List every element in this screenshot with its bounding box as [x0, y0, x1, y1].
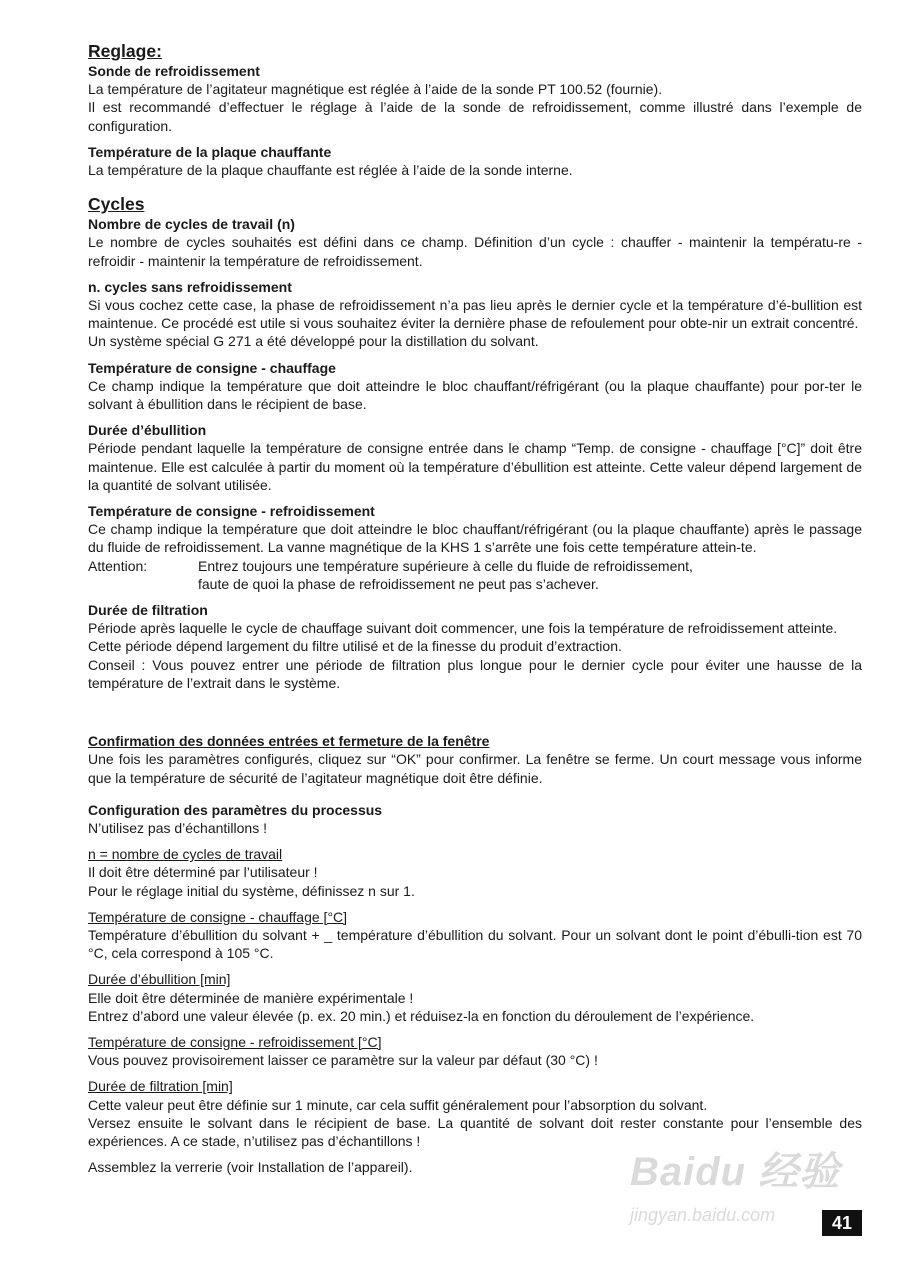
subsection-title-nombre: Nombre de cycles de travail (n) — [88, 216, 295, 233]
subsection-title-sans-refroidissement: n. cycles sans refroidissement — [88, 278, 292, 295]
subsection-title-filtration: Durée de filtration — [88, 602, 208, 619]
param-title-filtration: Durée de filtration [min] — [88, 1078, 233, 1095]
page-number: 41 — [822, 1210, 862, 1236]
attention-note — [88, 557, 862, 593]
attention-text — [198, 557, 862, 593]
paragraph: Cette période dépend largement du filtre utilisé et de la finesse du produit d’extraction. — [88, 638, 622, 655]
paragraph: N’utilisez pas d’échantillons ! — [88, 819, 267, 836]
paragraph: Ce champ indique la température que doit atteindre le bloc chauffant/réfrigérant (ou la plaque chauffante) pour por-ter le solvant à ébullition dans le récipient de base. — [88, 377, 862, 413]
paragraph: Entrez d’abord une valeur élevée (p. ex. 20 min.) et réduisez-la en fonction du déroulement de l’expérience. — [88, 1007, 755, 1024]
paragraph: Elle doit être déterminée de manière expérimentale ! — [88, 989, 414, 1006]
param-title-refroidissement: Température de consigne - refroidissement [°C] — [88, 1033, 382, 1050]
paragraph: Température d’ébullition du solvant + _ température d’ébullition du solvant. Pour un solvant dont le point d’ébulli-tion est 70 °C, cela correspond à 105 °C. — [88, 926, 862, 962]
paragraph: Si vous cochez cette case, la phase de refroidissement n’a pas lieu après le dernier cycle et la température d’é-bullition est maintenue. Ce procédé est utile si vous souhaitez éviter la dernière phase de refoulement pour obte-nir un extrait concentré. — [88, 297, 862, 332]
paragraph: Il doit être déterminé par l’utilisateur ! — [88, 864, 318, 881]
attention-line: Entrez toujours une température supérieure à celle du fluide de refroidissement, — [198, 557, 693, 574]
paragraph: Versez ensuite le solvant dans le récipient de base. La quantité de solvant doit rester constante pour l’ensemble des expériences. A ce stade, n’utilisez pas d’échantillons ! — [88, 1114, 862, 1149]
section-title-reglage: Reglage: — [88, 41, 162, 61]
subsection-title-plaque: Température de la plaque chauffante — [88, 143, 332, 160]
attention-line: faute de quoi la phase de refroidissement ne peut pas s’achever. — [198, 575, 599, 592]
param-title-chauffage: Température de consigne - chauffage [°C] — [88, 908, 348, 925]
attention-label: Attention: — [88, 557, 148, 574]
section-title-confirmation: Confirmation des données entrées et fermeture de la fenêtre — [88, 733, 490, 750]
section-title-configuration: Configuration des paramètres du processus — [88, 801, 383, 818]
watermark-url: jingyan.baidu.com — [630, 1205, 776, 1225]
paragraph: La température de la plaque chauffante est réglée à l’aide de la sonde interne. — [88, 162, 573, 179]
subsection-title-sonde: Sonde de refroidissement — [88, 63, 260, 79]
paragraph: Assemblez la verrerie (voir Installation de l’appareil). — [88, 1159, 413, 1176]
paragraph: Il est recommandé d’effectuer le réglage à l’aide de la sonde de refroidissement, comme illustré dans l’exemple de configuration. — [88, 99, 862, 134]
paragraph: Période pendant laquelle la température de consigne entrée dans le champ “Temp. de consigne - chauffage [°C]” doit être maintenue. Elle est calculée à partir du moment où la température d’ébullition est atteinte. Cette valeur dépend largement de la quantité de solvant utilisée. — [88, 440, 862, 493]
paragraph: Vous pouvez provisoirement laisser ce paramètre sur la valeur par défaut (30 °C) ! — [88, 1052, 598, 1069]
paragraph: Un système spécial G 271 a été développé pour la distillation du solvant. — [88, 333, 539, 350]
param-title-n: n = nombre de cycles de travail — [88, 846, 283, 863]
param-title-ebullition: Durée d’ébullition [min] — [88, 971, 231, 988]
section-title-cycles: Cycles — [88, 194, 145, 215]
document-page — [88, 40, 862, 1176]
paragraph: Période après laquelle le cycle de chauffage suivant doit commencer, une fois la température de refroidissement atteinte. — [88, 620, 838, 637]
subsection-title-refroidissement: Température de consigne - refroidissement — [88, 503, 375, 520]
watermark-brand: Baidu 经验 — [630, 1150, 841, 1194]
paragraph: La température de l’agitateur magnétique est réglée à l’aide de la sonde PT 100.52 (fournie). — [88, 81, 663, 98]
paragraph: Ce champ indique la température que doit atteindre le bloc chauffant/réfrigérant (ou la plaque chauffante) après le passage du fluide de refroidissement. La vanne magnétique de la KHS 1 s’arrête une fois cette température attein-te. — [88, 521, 862, 556]
paragraph: Cette valeur peut être définie sur 1 minute, car cela suffit généralement pour l’absorption du solvant. — [88, 1096, 708, 1113]
paragraph: Le nombre de cycles souhaités est défini dans ce champ. Définition d’un cycle : chauffer - maintenir la températu-re - refroidir - maintenir la température de refroidissement. — [88, 234, 862, 269]
paragraph: Une fois les paramètres configurés, cliquez sur “OK” pour confirmer. La fenêtre se ferme. Un court message vous informe que la température de sécurité de l’agitateur magnétique doit être définie. — [88, 751, 862, 786]
paragraph: Conseil : Vous pouvez entrer une période de filtration plus longue pour le dernier cycle pour éviter une hausse de la température de l’extrait dans le système. — [88, 656, 862, 691]
subsection-title-chauffage: Température de consigne - chauffage — [88, 359, 336, 376]
paragraph: Pour le réglage initial du système, définissez n sur 1. — [88, 882, 415, 899]
subsection-title-ebullition: Durée d’ébullition — [88, 422, 207, 439]
